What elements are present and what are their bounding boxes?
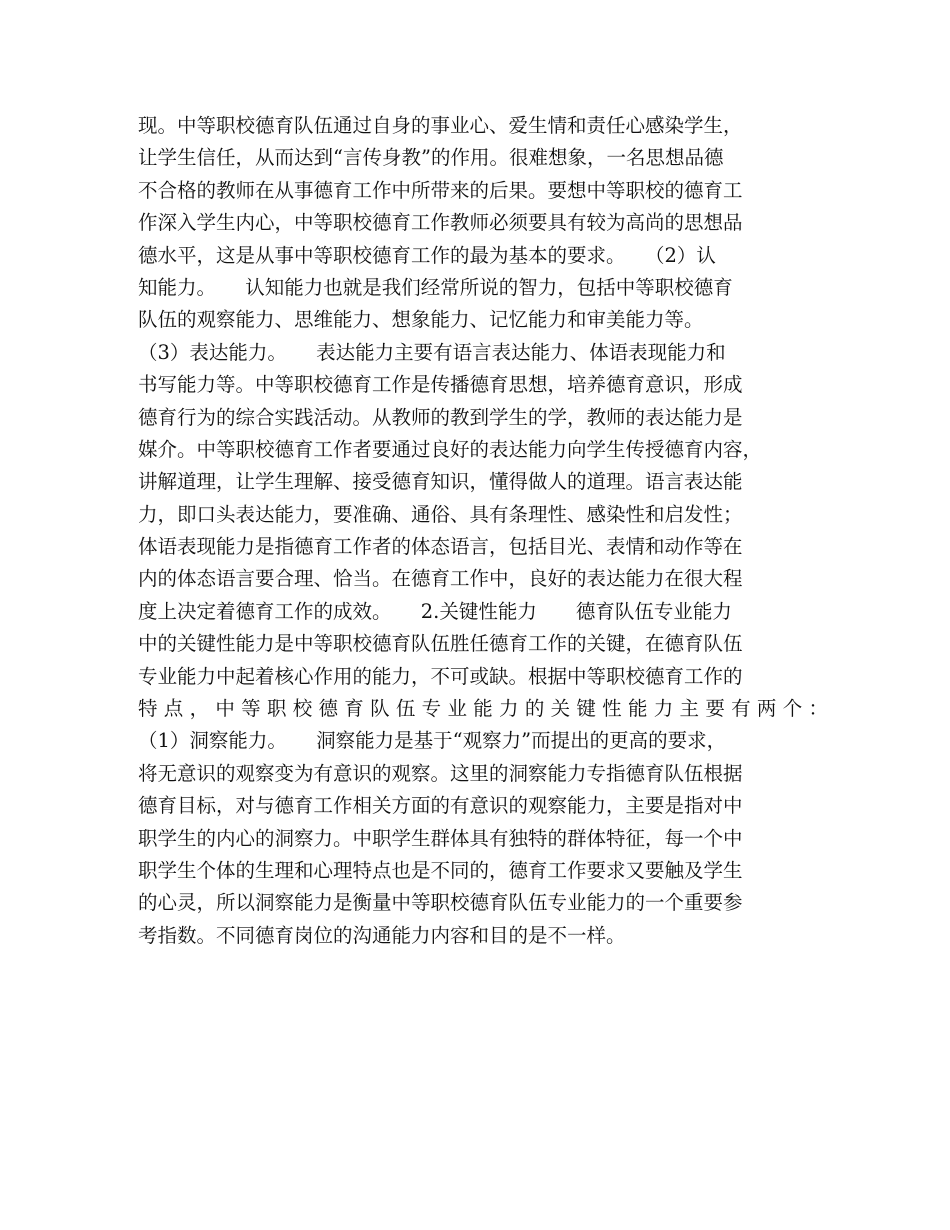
text-line: 度上决定着德育工作的成效。 2.关键性能力 德育队伍专业能力 xyxy=(138,599,732,623)
text-line: 现。中等职校德育队伍通过自身的事业心、爱生情和责任心感染学生， xyxy=(138,114,743,137)
text-line: 德水平，这是从事中等职校德育工作的最为基本的要求。 （2）认 xyxy=(138,243,716,267)
text-line: 讲解道理，让学生理解、接受德育知识，懂得做人的道理。语言表达能 xyxy=(138,470,743,494)
text-line: 书写能力等。中等职校德育工作是传播德育思想，培养德育意识，形成 xyxy=(138,373,743,397)
text-line: 的心灵，所以洞察能力是衡量中等职校德育队伍专业能力的一个重要参 xyxy=(138,891,743,915)
body-text xyxy=(138,110,828,952)
text-line: 德育行为的综合实践活动。从教师的教到学生的学，教师的表达能力是 xyxy=(138,405,743,429)
text-line: 专业能力中起着核心作用的能力，不可或缺。根据中等职校德育工作的 xyxy=(138,664,743,688)
text-line: 知能力。 认知能力也就是我们经常所说的智力，包括中等职校德育 xyxy=(138,275,733,299)
text-line: 媒介。中等职校德育工作者要通过良好的表达能力向学生传授德育内容， xyxy=(138,437,763,461)
text-line: 力，即口头表达能力，要准确、通俗、具有条理性、感染性和启发性； xyxy=(138,502,743,526)
text-line: （1）洞察能力。 洞察能力是基于“观察力”而提出的更高的要求， xyxy=(138,729,727,753)
text-line: （3）表达能力。 表达能力主要有语言表达能力、体语表现能力和 xyxy=(138,340,726,364)
text-line: 考指数。不同德育岗位的沟通能力内容和目的是不一样。 xyxy=(138,923,626,947)
text-line: 队伍的观察能力、思维能力、想象能力、记忆能力和审美能力等。 xyxy=(138,308,704,332)
text-line: 职学生的内心的洞察力。中职学生群体具有独特的群体特征，每一个中 xyxy=(138,826,743,850)
text-line: 中的关键性能力是中等职校德育队伍胜任德育工作的关键，在德育队伍 xyxy=(138,632,743,656)
text-line: 职学生个体的生理和心理特点也是不同的，德育工作要求又要触及学生 xyxy=(138,858,743,882)
text-line: 让学生信任，从而达到“言传身教”的作用。很难想象，一名思想品德 xyxy=(138,146,724,170)
text-line: 体语表现能力是指德育工作者的体态语言，包括目光、表情和动作等在 xyxy=(138,535,743,559)
text-line: 作深入学生内心，中等职校德育工作教师必须要具有较为高尚的思想品 xyxy=(138,211,743,235)
text-line: 不合格的教师在从事德育工作中所带来的后果。要想中等职校的德育工 xyxy=(138,178,743,202)
text-line: 内的体态语言要合理、恰当。在德育工作中，良好的表达能力在很大程 xyxy=(138,567,743,591)
text-line: 特点，中等职校德育队伍专业能力的关键性能力主要有两个： xyxy=(138,697,828,721)
text-line: 德育目标，对与德育工作相关方面的有意识的观察能力，主要是指对中 xyxy=(138,794,743,818)
text-line: 将无意识的观察变为有意识的观察。这里的洞察能力专指德育队伍根据 xyxy=(138,761,743,785)
